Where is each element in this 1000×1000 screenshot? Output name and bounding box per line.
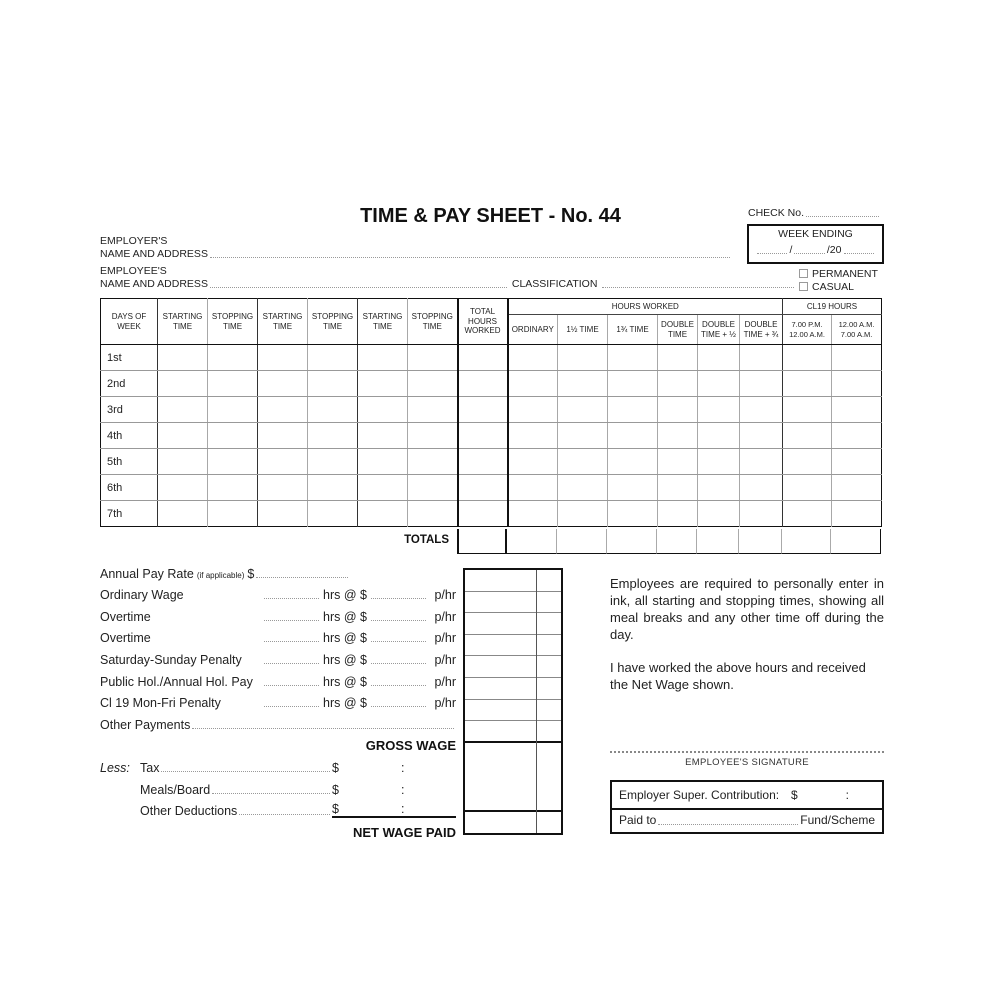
totals-cell: [507, 529, 557, 554]
hours-fill-line: [264, 704, 319, 707]
week-ending-box: [747, 224, 884, 264]
day-cell: 5th: [101, 449, 158, 475]
cl19-cell: [832, 371, 882, 397]
notice-paragraph: Employees are required to personally enter in ink, all starting and stopping times, showing all meal breaks and any other time off during the day.: [610, 576, 884, 642]
time-cell: [258, 345, 308, 371]
cl19-cell: [783, 397, 832, 423]
notice-block: [610, 575, 884, 693]
deduction-label: Tax: [140, 760, 160, 775]
table-row: [101, 423, 882, 449]
net-wage-amount-row: [465, 812, 561, 837]
casual-label: CASUAL: [812, 280, 855, 293]
employee-label-line1: EMPLOYEE'S: [100, 265, 167, 277]
time-cell: [158, 501, 208, 527]
acknowledgement-paragraph: I have worked the above hours and received the Net Wage shown.: [610, 660, 866, 692]
time-cell: [358, 475, 408, 501]
hours-cell: [740, 345, 783, 371]
net-wage-row: [100, 820, 456, 842]
wage-line-row: Saturday-Sunday Penalty hrs @ $ p/hr: [100, 652, 456, 667]
annual-pay-rate-note: (if applicable): [196, 570, 245, 580]
cl19-cell: [783, 449, 832, 475]
hours-cell: [608, 345, 658, 371]
time-cell: [308, 449, 358, 475]
hours-cell: [608, 397, 658, 423]
total-hours-cell: [458, 371, 508, 397]
table-row: [101, 475, 882, 501]
date-separator: /: [789, 244, 793, 256]
header-row-groups: [101, 299, 882, 315]
amount-cell-row: [465, 635, 561, 657]
other-payments-fill-line: [192, 726, 454, 729]
annual-pay-rate-fill-line: [256, 575, 348, 578]
paid-to-fill-line: [658, 822, 798, 825]
super-contribution-row: [612, 782, 882, 810]
totals-cell: [657, 529, 697, 554]
year-prefix: /20: [826, 244, 842, 256]
time-cell: [258, 475, 308, 501]
time-cell: [208, 397, 258, 423]
time-cell: [258, 449, 308, 475]
totals-label: TOTALS: [404, 534, 449, 546]
day-cell: 6th: [101, 475, 158, 501]
time-cell: [208, 475, 258, 501]
time-cell: [358, 397, 408, 423]
table-row: [101, 397, 882, 423]
time-cell: [158, 475, 208, 501]
hours-cell: [740, 501, 783, 527]
hours-cell: [698, 501, 740, 527]
time-cell: [408, 449, 458, 475]
hours-cell: [608, 371, 658, 397]
group-header-cl19-hours: CL19 HOURS: [783, 299, 882, 315]
column-header-cl19-night: 12.00 A.M. 7.00 A.M.: [832, 315, 882, 345]
cl19-cell: [832, 423, 882, 449]
column-header-starting-time: STARTING TIME: [158, 299, 208, 345]
hours-cell: [608, 449, 658, 475]
time-cell: [358, 501, 408, 527]
cl19-cell: [783, 475, 832, 501]
time-cell: [208, 371, 258, 397]
super-contribution-box: [610, 780, 884, 834]
time-cell: [258, 423, 308, 449]
column-header-ordinary: ORDINARY: [508, 315, 558, 345]
day-cell: 7th: [101, 501, 158, 527]
time-cell: [158, 371, 208, 397]
cl19-cell: [832, 397, 882, 423]
time-cell: [408, 371, 458, 397]
wage-line-row: Overtime hrs @ $ p/hr: [100, 631, 456, 646]
time-cell: [208, 423, 258, 449]
day-cell: 1st: [101, 345, 158, 371]
hours-fill-line: [264, 683, 319, 686]
hours-cell: [608, 475, 658, 501]
hours-cell: [698, 345, 740, 371]
permanent-option: [799, 267, 884, 280]
time-cell: [158, 345, 208, 371]
time-cell: [158, 397, 208, 423]
table-row: [101, 371, 882, 397]
time-cell: [308, 423, 358, 449]
wage-line-row: Cl 19 Mon-Fri Penalty hrs @ $ p/hr: [100, 696, 456, 711]
hours-cell: [740, 423, 783, 449]
amount-cell-row: [465, 613, 561, 635]
gross-wage-label: GROSS WAGE: [365, 738, 456, 754]
employer-name-fill-line: [210, 255, 730, 258]
totals-cell: [782, 529, 831, 554]
column-header-double-time-three-quarter: DOUBLE TIME + ¾: [740, 315, 783, 345]
hours-cell: [558, 423, 608, 449]
wage-line-row: Public Hol./Annual Hol. Pay hrs @ $ p/hr: [100, 674, 456, 689]
time-cell: [158, 449, 208, 475]
dollar-sign: $: [790, 788, 798, 802]
cl19-cell: [783, 423, 832, 449]
time-pay-sheet-form: [100, 203, 884, 853]
total-hours-cell: [458, 501, 508, 527]
column-header-cl19-evening: 7.00 P.M. 12.00 A.M.: [783, 315, 832, 345]
signature-line: [610, 751, 884, 768]
time-cell: [308, 475, 358, 501]
totals-row: [100, 529, 881, 554]
less-label: Less:: [100, 760, 130, 775]
table-row: [101, 501, 882, 527]
net-wage-label: NET WAGE PAID: [352, 824, 456, 840]
week-ending-fill-line: [755, 240, 876, 256]
totals-cell: [697, 529, 739, 554]
check-no-label: CHECK No.: [748, 207, 805, 219]
time-cell: [308, 345, 358, 371]
hours-cell: [740, 397, 783, 423]
time-cell: [408, 501, 458, 527]
employer-name-block: [100, 235, 732, 260]
totals-total-hours-cell: [457, 529, 507, 554]
amount-cell-row: [465, 700, 561, 722]
page-title: TIME & PAY SHEET - No. 44: [360, 205, 621, 227]
totals-cell: [557, 529, 607, 554]
hours-cell: [508, 501, 558, 527]
hours-cell: [658, 397, 698, 423]
rate-fill-line: [371, 704, 426, 707]
totals-cell: [739, 529, 782, 554]
totals-cell: [607, 529, 657, 554]
hours-cell: [608, 501, 658, 527]
deduction-fill-line: [212, 791, 330, 794]
time-cell: [208, 345, 258, 371]
hours-cell: [658, 423, 698, 449]
employee-label-line2: NAME AND ADDRESS: [100, 278, 208, 290]
hours-cell: [740, 475, 783, 501]
time-cell: [408, 345, 458, 371]
amount-cell-row: [465, 592, 561, 614]
hours-cell: [608, 423, 658, 449]
hours-fill-line: [264, 639, 319, 642]
employee-name-fill-line: [210, 285, 507, 288]
employee-name-block: [100, 265, 796, 290]
cl19-cell: [783, 345, 832, 371]
hours-cell: [740, 371, 783, 397]
annual-pay-rate-row: [100, 561, 456, 583]
permanent-checkbox: [799, 269, 808, 278]
employer-label-line1: EMPLOYER'S: [100, 235, 168, 247]
permanent-label: PERMANENT: [812, 267, 878, 280]
day-cell: 4th: [101, 423, 158, 449]
cents-column-divider: [536, 570, 537, 833]
time-cell: [258, 397, 308, 423]
column-header-stopping-time: STOPPING TIME: [408, 299, 458, 345]
rate-fill-line: [371, 683, 426, 686]
deduction-row-other: [100, 799, 456, 821]
classification-label: CLASSIFICATION: [511, 278, 598, 290]
hours-fill-line: [264, 596, 319, 599]
casual-option: [799, 280, 884, 293]
casual-checkbox: [799, 282, 808, 291]
paid-to-label: Paid to: [619, 813, 657, 827]
amount-entry-strip: [463, 568, 563, 835]
totals-cell: [831, 529, 881, 554]
wage-line-row: Overtime hrs @ $ p/hr: [100, 609, 456, 624]
hours-cell: [508, 423, 558, 449]
hours-cell: [508, 449, 558, 475]
time-cell: [258, 371, 308, 397]
deduction-amount-zone: $ :: [332, 802, 456, 818]
time-cell: [208, 501, 258, 527]
hours-cell: [508, 475, 558, 501]
column-header-starting-time: STARTING TIME: [358, 299, 408, 345]
hours-cell: [508, 345, 558, 371]
hours-cell: [558, 475, 608, 501]
amount-cell-row: [465, 570, 561, 592]
total-hours-cell: [458, 345, 508, 371]
time-cell: [358, 449, 408, 475]
other-payments-label: Other Payments: [100, 717, 191, 732]
table-row: [101, 449, 882, 475]
colon: :: [845, 788, 849, 802]
dollar-sign: $: [247, 566, 255, 581]
time-cell: [308, 501, 358, 527]
hours-cell: [558, 397, 608, 423]
hours-cell: [698, 475, 740, 501]
hours-cell: [740, 449, 783, 475]
wage-calculation-block: [100, 561, 456, 842]
time-cell: [358, 345, 408, 371]
hours-cell: [658, 345, 698, 371]
hours-cell: [658, 501, 698, 527]
time-cell: [158, 423, 208, 449]
deduction-row-meals: [100, 777, 456, 799]
column-header-time-and-half: 1½ TIME: [558, 315, 608, 345]
cl19-cell: [832, 501, 882, 527]
rate-fill-line: [371, 661, 426, 664]
deductions-amount-row: [465, 743, 561, 812]
time-cell: [208, 449, 258, 475]
amount-cell-row: [465, 656, 561, 678]
column-header-double-time-half: DOUBLE TIME + ½: [698, 315, 740, 345]
deduction-fill-line: [239, 812, 330, 815]
hours-cell: [698, 397, 740, 423]
column-header-double-time: DOUBLE TIME: [658, 315, 698, 345]
group-header-hours-worked: HOURS WORKED: [508, 299, 783, 315]
cl19-cell: [832, 345, 882, 371]
deduction-fill-line: [161, 769, 330, 772]
fund-scheme-label: Fund/Scheme: [800, 813, 875, 827]
hours-cell: [698, 423, 740, 449]
column-header-time-three-quarter: 1¾ TIME: [608, 315, 658, 345]
total-hours-cell: [458, 475, 508, 501]
total-hours-cell: [458, 397, 508, 423]
deduction-label: Meals/Board: [140, 782, 211, 797]
super-contribution-label: Employer Super. Contribution:: [619, 788, 780, 802]
hours-cell: [698, 449, 740, 475]
deduction-label: Other Deductions: [140, 804, 238, 819]
time-cell: [258, 501, 308, 527]
time-cell: [408, 475, 458, 501]
deduction-row-tax: [100, 755, 456, 777]
deduction-amount-zone: $ :: [332, 782, 405, 797]
hours-cell: [508, 371, 558, 397]
total-hours-cell: [458, 449, 508, 475]
other-payments-row: [100, 712, 456, 734]
column-header-days-of-week: DAYS OF WEEK: [101, 299, 158, 345]
time-cell: [408, 423, 458, 449]
employer-label-line2: NAME AND ADDRESS: [100, 248, 208, 260]
cl19-cell: [783, 501, 832, 527]
hours-cell: [698, 371, 740, 397]
cl19-cell: [832, 475, 882, 501]
wage-line-row: Ordinary Wage hrs @ $ p/hr: [100, 588, 456, 603]
hours-cell: [658, 449, 698, 475]
hours-cell: [558, 345, 608, 371]
rate-fill-line: [371, 596, 426, 599]
column-header-starting-time: STARTING TIME: [258, 299, 308, 345]
hours-cell: [558, 501, 608, 527]
rate-fill-line: [371, 618, 426, 621]
timesheet-table: [100, 298, 882, 527]
amount-cell-row: [465, 678, 561, 700]
classification-fill-line: [602, 285, 794, 288]
time-cell: [358, 371, 408, 397]
gross-wage-row: [100, 734, 456, 756]
gross-wage-amount-row: [465, 721, 561, 743]
hours-cell: [558, 449, 608, 475]
time-cell: [358, 423, 408, 449]
hours-fill-line: [264, 618, 319, 621]
hours-cell: [658, 371, 698, 397]
paid-to-row: [612, 810, 882, 830]
day-cell: 2nd: [101, 371, 158, 397]
column-header-stopping-time: STOPPING TIME: [208, 299, 258, 345]
day-cell: 3rd: [101, 397, 158, 423]
deduction-amount-zone: $ :: [332, 760, 405, 775]
employment-status-checks: [799, 267, 884, 293]
check-no-fill-line: [806, 214, 879, 217]
annual-pay-rate-label: Annual Pay Rate: [100, 566, 194, 581]
hours-cell: [558, 371, 608, 397]
signature-label: EMPLOYEE'S SIGNATURE: [685, 757, 809, 768]
column-header-stopping-time: STOPPING TIME: [308, 299, 358, 345]
hours-cell: [658, 475, 698, 501]
table-row: [101, 345, 882, 371]
hours-fill-line: [264, 661, 319, 664]
column-header-total-hours: TOTAL HOURS WORKED: [458, 299, 508, 345]
time-cell: [308, 397, 358, 423]
time-cell: [408, 397, 458, 423]
hours-cell: [508, 397, 558, 423]
cl19-cell: [832, 449, 882, 475]
week-ending-label: WEEK ENDING: [778, 228, 853, 240]
time-cell: [308, 371, 358, 397]
total-hours-cell: [458, 423, 508, 449]
check-no-field: [748, 207, 881, 219]
cl19-cell: [783, 371, 832, 397]
rate-fill-line: [371, 639, 426, 642]
